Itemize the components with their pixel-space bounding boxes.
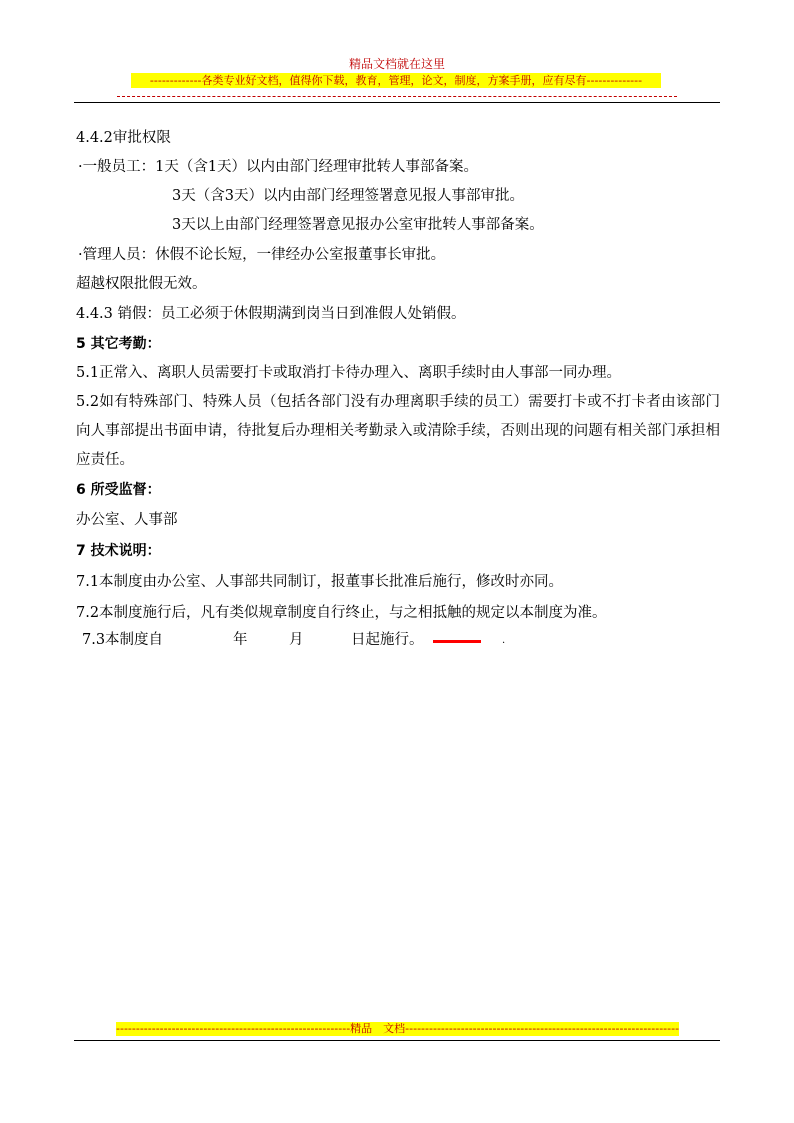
section-7-heading: 7 技术说明： bbox=[76, 543, 161, 559]
header-rule bbox=[74, 102, 720, 103]
section-5-2-paragraph: 5.2如有特殊部门、特殊人员（包括各部门没有办理离职手续的员工）需要打卡或不打卡者由该部门向人事部提出书面申请，待批复后办理相关考勤录入或清除手续，否则出现的问题有相关部门承担相应责任。 bbox=[76, 394, 720, 468]
section-7-3-month: 月 bbox=[289, 632, 304, 648]
section-5-1-line: 5.1正常入、离职人员需要打卡或取消打卡待办理入、离职手续时由人事部一同办理。 bbox=[76, 365, 622, 381]
footer-rule bbox=[74, 1040, 720, 1041]
supervision-departments: 办公室、人事部 bbox=[76, 512, 178, 528]
section-6-heading: 6 所受监督： bbox=[76, 482, 161, 498]
footer-banner: -----------------------------------------------------------精品 文档--------------------------------------------------------------------- bbox=[116, 1022, 679, 1035]
approval-staff-3day-line: 3天（含3天）以内由部门经理签署意见报人事部审批。 bbox=[172, 188, 524, 204]
header-banner: -------------各类专业好文档，值得你下载，教育，管理，论文，制度，方案手册，应有尽有-------------- bbox=[131, 73, 661, 88]
header-title: 精品文档就在这里 bbox=[348, 57, 445, 71]
section-5-heading: 5 其它考勤： bbox=[76, 336, 161, 352]
approval-staff-over3day-line: 3天以上由部门经理签署意见报办公室审批转人事部备案。 bbox=[172, 217, 544, 233]
over-authority-line: 超越权限批假无效。 bbox=[76, 276, 207, 292]
section-7-3-year: 年 bbox=[233, 632, 248, 648]
section-7-2-line: 7.2本制度施行后，凡有类似规章制度自行终止，与之相抵触的规定以本制度为准。 bbox=[76, 605, 607, 621]
section-7-1-line: 7.1本制度由办公室、人事部共同制订，报董事长批准后施行，修改时亦同。 bbox=[76, 574, 564, 590]
section-7-3-prefix: 7.3本制度自 bbox=[82, 632, 164, 648]
approval-manager-line: ·管理人员：休假不论长短，一律经办公室报董事长审批。 bbox=[78, 247, 446, 263]
header-dashed-line bbox=[117, 88, 677, 97]
red-underline-mark bbox=[433, 640, 481, 643]
section-4-4-3-line: 4.4.3 销假：员工必须于休假期满到岗当日到准假人处销假。 bbox=[76, 306, 466, 322]
trailing-dot: . bbox=[502, 635, 506, 646]
section-7-3-day: 日起施行。 bbox=[351, 632, 424, 648]
approval-staff-line: ·一般员工：1天（含1天）以内由部门经理审批转人事部备案。 bbox=[78, 159, 479, 175]
section-4-4-2-heading: 4.4.2审批权限 bbox=[76, 130, 171, 146]
